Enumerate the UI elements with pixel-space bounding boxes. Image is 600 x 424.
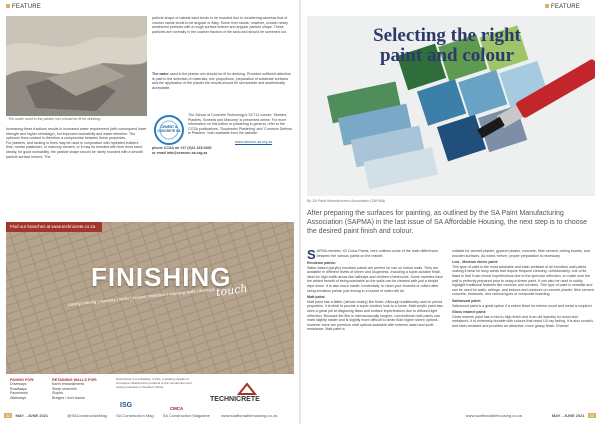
plaster-photo xyxy=(6,16,147,116)
photo-caption: The water used in the plaster mix should be fit for drinking. xyxy=(8,117,102,121)
technicrete-text: TECHNICRETE xyxy=(210,396,260,403)
cmca-logo xyxy=(170,397,183,410)
walls-head: RETAINING WALLS FOR: xyxy=(52,378,98,382)
left-col2-text: particle shape of natural sand tends to be rounded due to weathering whereas that of crusher sands tends to be angular or flaky. Some river sands, however, contain newly weathered particles with a rough surface texture and angular particle shape. These particles are normally in the coarser fraction of the sand and should be screened out. xyxy=(152,16,288,34)
right-footer-url[interactable]: www.saaffordablehousing.co.za xyxy=(465,413,522,418)
image-credit: By SA Paint Manufacturers Association (SAPMA) xyxy=(307,199,386,203)
isg-logo xyxy=(120,394,136,409)
footer-twitter[interactable]: @SAConstructionMag xyxy=(67,413,107,418)
paving-item: Pavements xyxy=(10,391,28,396)
cement-logo-text: CEMENT & CONCRETE SA xyxy=(157,125,181,133)
hero-title xyxy=(347,26,547,66)
walls-list xyxy=(52,378,112,400)
intro-text: APMA member, ICI Dulux Paints, here outlines some of the main differences between the various paints on the market. xyxy=(316,249,439,258)
right-issue: MAY - JUNE 2021 xyxy=(551,413,585,418)
water-strong: The water xyxy=(152,72,169,76)
emulsion-text: Water-based (acrylic) emulsion paints are perfect for use on indoor walls. They are available in different levels of sheen and toughness. Including a super-durable finish ideal for high traffic areas like hallways and children's bedrooms. Some varieties have the added benefit of being washable so the walls can be cleaned with just a simple wipe down. It is also much easier, incidentally, to clean your brushes or rollers after using emulsion paints: just rinsing in a bucket of water will do. xyxy=(307,265,444,293)
left-col1-text: Increasing these fractions results in increased water requirement (with consequent lower strength and higher shrinkage), but improved workability and water retention. The optimum fines content is therefore a compromise between these properties. For plasters, and tacking in fines may be used in conjunction with hydrated builders' lime, mortar plasticiser, or masonry cement, or it may be blended with finer fines sand. Ideally, for good workability, the particle shape should be nicely rounded with a smooth particle surface texture. The xyxy=(6,127,147,159)
paving-item: Walkways xyxy=(10,395,27,400)
left-page-number: 22 xyxy=(6,413,11,418)
left-footer-url[interactable]: www.saaffordablehousing.co.za xyxy=(221,413,278,418)
low-sheen-text: This type of paint is the most washable and stain-resistant of all emulsion wall paints, making it ideal for busy areas that require frequent cleaning. Unfortunately, one of its flaws is that it can reveal imperfections due to the specular reflection, so make sure the wall is perfectly prepared prior to using a sheen paint. It can also be used to subtly highlight traditional features like cornices and cornices. This type of paint is versatile and can be used for walls, ceilings, and indoors and outdoors on cement plaster, fibre cement, concrete, brickwork, and various types of composite boarding. xyxy=(452,264,595,297)
left-col2-text-b xyxy=(152,72,294,90)
intro-paragraph xyxy=(307,247,446,262)
ad-tagline: paving | mining | masonry | kerbs | erosion protection | retaining walls | drainage xyxy=(68,286,216,307)
footer-linkedin[interactable]: SA Construction Magazine xyxy=(162,413,210,418)
gloss-head: Gloss enamel paint: xyxy=(452,310,487,315)
left-section-label: FEATURE xyxy=(6,4,41,10)
technicrete-logo xyxy=(204,382,290,406)
paint-hero-image xyxy=(307,16,595,196)
ad-subtitle: touch xyxy=(215,281,249,300)
footer-facebook[interactable]: SA Construction Mag xyxy=(116,413,154,418)
cmca-text: CMCA xyxy=(170,406,184,410)
ad-find-text: Find our branches at www.technicrete.co.za xyxy=(10,224,96,229)
sct-box-email: or email info@cemcon-sa.org.za xyxy=(152,151,208,155)
technicrete-ad xyxy=(6,222,294,410)
walls-item: Slopes xyxy=(52,391,63,396)
walls-item: Bridges / river banks xyxy=(52,395,85,400)
section-marker-icon xyxy=(545,4,549,8)
low-sheen-head: Low - Medium sheen paint: xyxy=(452,260,499,265)
right-page-number: 23 xyxy=(589,413,594,418)
right-section-label: FEATURE xyxy=(545,4,580,10)
hero-title-line2: paint and colour xyxy=(379,45,515,66)
satin-text: Satinwood paint is a great option if a sheen finish for interior wood and metal is required. xyxy=(452,303,593,308)
ad-find-banner[interactable] xyxy=(6,222,102,232)
right-col1 xyxy=(307,249,446,332)
paving-head: PAVING FOR: xyxy=(10,378,35,382)
left-footer xyxy=(4,413,296,421)
sct-box-phone: phone CCSA on +27 (0)11 315 0300 xyxy=(152,146,212,150)
right-page xyxy=(301,0,600,424)
matt-text: Matt paint has a flatter (almost chalky) like finish. Although traditionally used in period properties, it is ideal to provide a super-modern look to a home. Matt acrylic paint also does a great job at disguising flaws and surface imperfections due to diffused light reflection. Because the film is microscopically rougher, conventional matt paints can mark slightly easier and is slightly more difficult to clean than higher sheen options, however there are premium matt options available with extreme wash and scuff-resistance. Matt paint is xyxy=(307,299,444,332)
emulsion-head: Emulsion paints: xyxy=(307,261,336,265)
gloss-text: Gloss enamel paint has a mid-to-high finish and is an old standby for wood and metalwork. It is extremely durable with colours that resist UV-ray fading. It is also scratch- and stain-resistant and provides an attractive, more glossy finish. Enamel xyxy=(452,314,594,328)
hero-title-line1: Selecting the right xyxy=(373,25,521,46)
satin-head: Satinwood paint: xyxy=(452,298,481,303)
walls-item: Steep channels xyxy=(52,386,77,391)
right-col2 xyxy=(452,249,595,329)
matt-head: Matt paint: xyxy=(307,295,326,300)
isg-text: ISG xyxy=(120,402,133,409)
col2-intro: suitable for cement plaster, gypsum plaster, concrete, fibre cement, ceiling boards, and wooden surfaces. As noted, before, proper preparation is necessary. xyxy=(452,249,590,258)
water-text: used in the plaster mix should be fit for drinking. Provided sufficient attention is paid to the selection of materials, mix proportions, preparation of substrate surfaces and the application of the plaster the results should be serviceable and aesthetically acceptable. xyxy=(152,72,291,90)
paving-list xyxy=(10,378,50,400)
walls-item: Earth embankments xyxy=(52,382,85,386)
section-marker-icon xyxy=(6,4,10,8)
paving-item: Roadways xyxy=(10,386,27,391)
dropcap: S xyxy=(307,247,316,262)
ad-fineprint: Technicrete is a subsidiary of ISG, a leading supplier of innovative infrastructure products to the construction and mining industries in Southern Africa. xyxy=(116,377,192,389)
paving-item: Driveways xyxy=(10,382,27,386)
sct-box-link[interactable]: www.cemcon-sa.org.za xyxy=(235,140,273,144)
left-issue: MAY - JUNE 2021 xyxy=(15,413,49,418)
ad-title: FINISHING xyxy=(91,262,232,292)
sct-box-text: The School of Concrete Technology's SCT12 course, 'Mortars, Plasters, Screeds and Masonry' is presented online. For more information on this tuition or plastering in general, refer to the CCSA publications, 'Successful Plastering' and 'Common Defects in Plasters', both available from the website: xyxy=(188,113,292,136)
right-footer xyxy=(301,413,596,421)
lede: After preparing the surfaces for painting, as outlined by the SA Paint Manufacturing Association (SAPMA) in the last issue of SA Affordable Housing, the next step is to choose the desired paint finish and colour. xyxy=(307,210,588,235)
